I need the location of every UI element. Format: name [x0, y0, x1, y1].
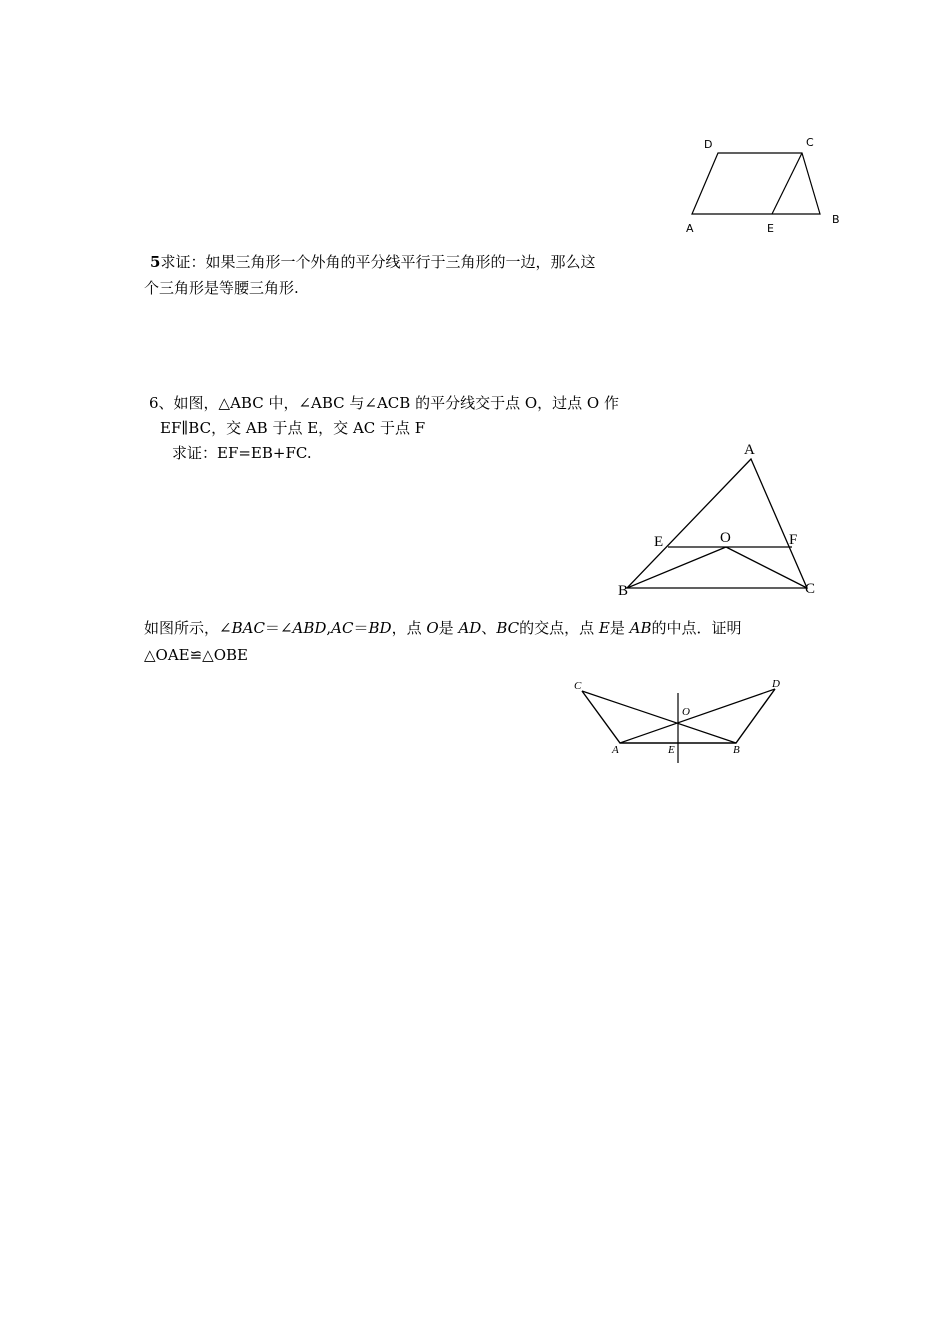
label-E: E: [668, 744, 675, 756]
p7-text: 是: [438, 619, 459, 637]
problem-6-line-2: EF∥BC，交 AB 于点 E，交 AC 于点 F: [160, 419, 426, 437]
segment-CB: [582, 691, 736, 743]
label-B: B: [618, 583, 629, 599]
label-O: O: [682, 706, 690, 718]
problem-6-line-1: 6、如图，△ABC 中，∠ABC 与∠ACB 的平分线交于点 O，过点 O 作: [149, 394, 619, 412]
p7-AD: AD: [458, 619, 482, 637]
p7-BD: BD: [368, 619, 392, 637]
p7-text: 的中点．证明: [651, 619, 742, 637]
label-D: D: [704, 138, 713, 151]
bowtie-figure: [570, 675, 790, 770]
p7-O: O: [426, 619, 439, 637]
label-F: F: [789, 532, 798, 548]
label-O: O: [720, 530, 731, 546]
problem-6-line-3: 求证：EF=EB+FC.: [172, 444, 312, 462]
p7-text: ＝: [353, 619, 369, 637]
label-C: C: [806, 136, 814, 149]
segment-BO: [627, 547, 726, 588]
p7-text: ,: [326, 619, 332, 637]
trapezoid-outline: [692, 153, 820, 214]
triangle-ABC: [627, 459, 807, 588]
p7-text: 、: [481, 619, 497, 637]
p7-angle-ABD: ∠ABD: [279, 619, 327, 637]
label-C: C: [805, 581, 816, 597]
label-B: B: [832, 213, 840, 226]
segment-CE: [772, 153, 802, 214]
problem-7-line-1: [144, 618, 741, 638]
label-E: E: [654, 534, 664, 550]
label-C: C: [574, 680, 582, 692]
problem-5-number: 5: [150, 253, 161, 271]
problem-7-line-2: △OAE≌△OBE: [144, 646, 248, 664]
p7-AB: AB: [629, 619, 652, 637]
p7-BC: BC: [496, 619, 520, 637]
triangle-figure: [610, 440, 830, 605]
p7-E: E: [598, 619, 610, 637]
label-A: A: [686, 222, 694, 235]
p7-text: ，点: [391, 619, 427, 637]
label-A: A: [744, 442, 755, 458]
label-E: E: [767, 222, 774, 235]
problem-5-line-2: 个三角形是等腰三角形.: [144, 279, 299, 297]
p7-text: 的交点，点: [519, 619, 599, 637]
label-A: A: [612, 744, 619, 756]
p7-AC: AC: [331, 619, 354, 637]
p7-angle-BAC: ∠BAC: [219, 619, 265, 637]
segment-CO: [726, 547, 807, 588]
p7-text: 如图所示，: [144, 619, 220, 637]
label-B: B: [733, 744, 740, 756]
p7-text: ＝: [264, 619, 280, 637]
p7-text: 是: [609, 619, 630, 637]
problem-5-text-1: 求证：如果三角形一个外角的平分线平行于三角形的一边，那么这: [160, 253, 596, 271]
segment-DA: [620, 689, 775, 743]
problem-5-line-1: [150, 252, 595, 272]
label-D: D: [772, 678, 780, 690]
